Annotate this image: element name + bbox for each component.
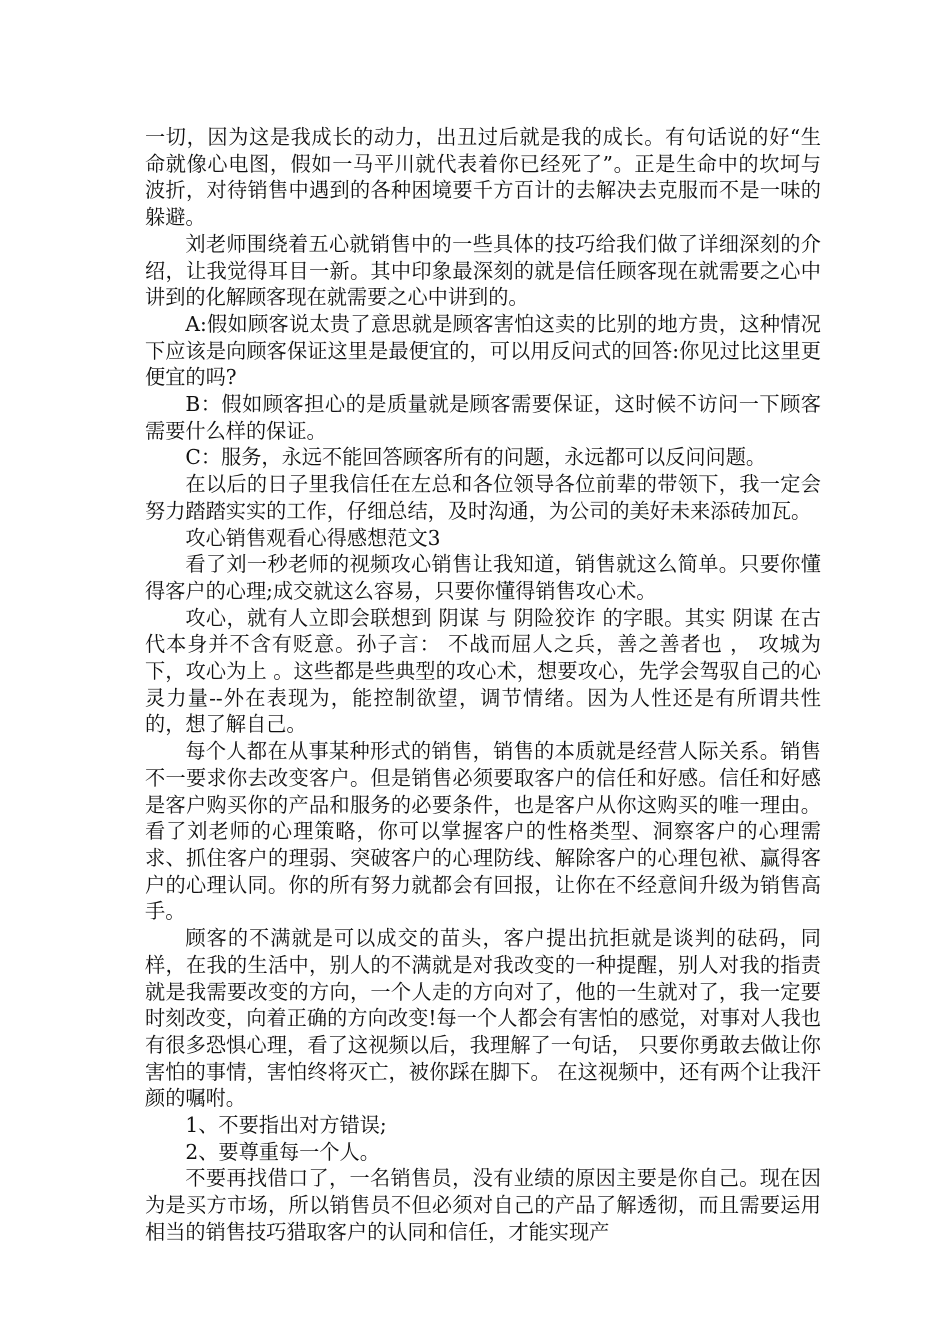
paragraph-11: 顾客的不满就是可以成交的苗头，客户提出抗拒就是谈判的砝码，同样，在我的生活中，别人的不满就是对我改变的一种提醒，别人对我的指责就是我需要改变的方向，一个人走的方向对了，他的一生就对了，我一定要时刻改变，向着正确的方向改变!每一个人都会有害怕的感觉，对事对人我也有很多恐惧心理，看了这视频以后，我理解了一句话， 只要你勇敢去做让你害怕的事情，害怕终将灭亡，被你踩在脚下。 在这视频中，还有两个让我汗颜的嘱咐。 (145, 926, 821, 1111)
paragraph-9: 攻心，就有人立即会联想到 阴谋 与 阴险狡诈 的字眼。其实 阴谋 在古代本身并不含有贬意。孙子言： 不战而屈人之兵，善之善者也 ， 攻城为下，攻心为上 。这些都是些典型的攻心术，想要攻心，先学会驾驭自己的心灵力量--外在表现为，能控制欲望，调节情绪。因为人性还是有所谓共性的，想了解自己。 (145, 605, 821, 737)
paragraph-3: A:假如顾客说太贵了意思就是顾客害怕这卖的比别的地方贵，这种情况下应该是向顾客保证这里是最便宜的，可以用反问式的回答:你见过比这里更便宜的吗? (145, 311, 821, 390)
paragraph-5: C：服务，永远不能回答顾客所有的问题，永远都可以反问问题。 (185, 445, 767, 470)
paragraph-2: 刘老师围绕着五心就销售中的一些具体的技巧给我们做了详细深刻的介绍，让我觉得耳目一新。其中印象最深刻的就是信任顾客现在就需要之心中讲到的化解顾客现在就需要之心中讲到的。 (145, 231, 821, 310)
paragraph-10: 每个人都在从事某种形式的销售，销售的本质就是经营人际关系。销售不一要求你去改变客户。但是销售必须要取客户的信任和好感。信任和好感是客户购买你的产品和服务的必要条件，也是客户从你这购买的唯一理由。看了刘老师的心理策略，你可以掌握客户的性格类型、洞察客户的心理需求、抓住客户的理弱、突破客户的心理防线、解除客户的心理包袱、赢得客户的心理认同。你的所有努力就都会有回报，让你在不经意间升级为销售高手。 (145, 739, 821, 924)
document-body (145, 124, 821, 1246)
paragraph-14: 不要再找借口了，一名销售员，没有业绩的原因主要是你自己。现在因为是买方市场，所以销售员不但必须对自己的产品了解透彻，而且需要运用相当的销售技巧猎取客户的认同和信任，才能实现产 (145, 1166, 821, 1244)
paragraph-4: B：假如顾客担心的是质量就是顾客需要保证，这时候不访问一下顾客需要什么样的保证。 (145, 392, 821, 443)
paragraph-1: 一切，因为这是我成长的动力，出丑过后就是我的成长。有句话说的好“生命就像心电图，假如一马平川就代表着你已经死了”。正是生命中的坎坷与波折，对待销售中遇到的各种困境要千方百计的去解决去克服而不是一味的躲避。 (145, 125, 821, 230)
list-item-2: 2、要尊重每一个人。 (185, 1139, 380, 1164)
paragraph-6: 在以后的日子里我信任在左总和各位领导各位前辈的带领下，我一定会努力踏踏实实的工作，仔细总结，及时沟通，为公司的美好未来添砖加瓦。 (145, 472, 821, 523)
section-heading: 攻心销售观看心得感想范文3 (185, 525, 441, 550)
paragraph-8: 看了刘一秒老师的视频攻心销售让我知道，销售就这么简单。只要你懂得客户的心理;成交就这么容易，只要你懂得销售攻心术。 (145, 552, 821, 603)
list-item-1: 1、不要指出对方错误; (185, 1113, 387, 1138)
